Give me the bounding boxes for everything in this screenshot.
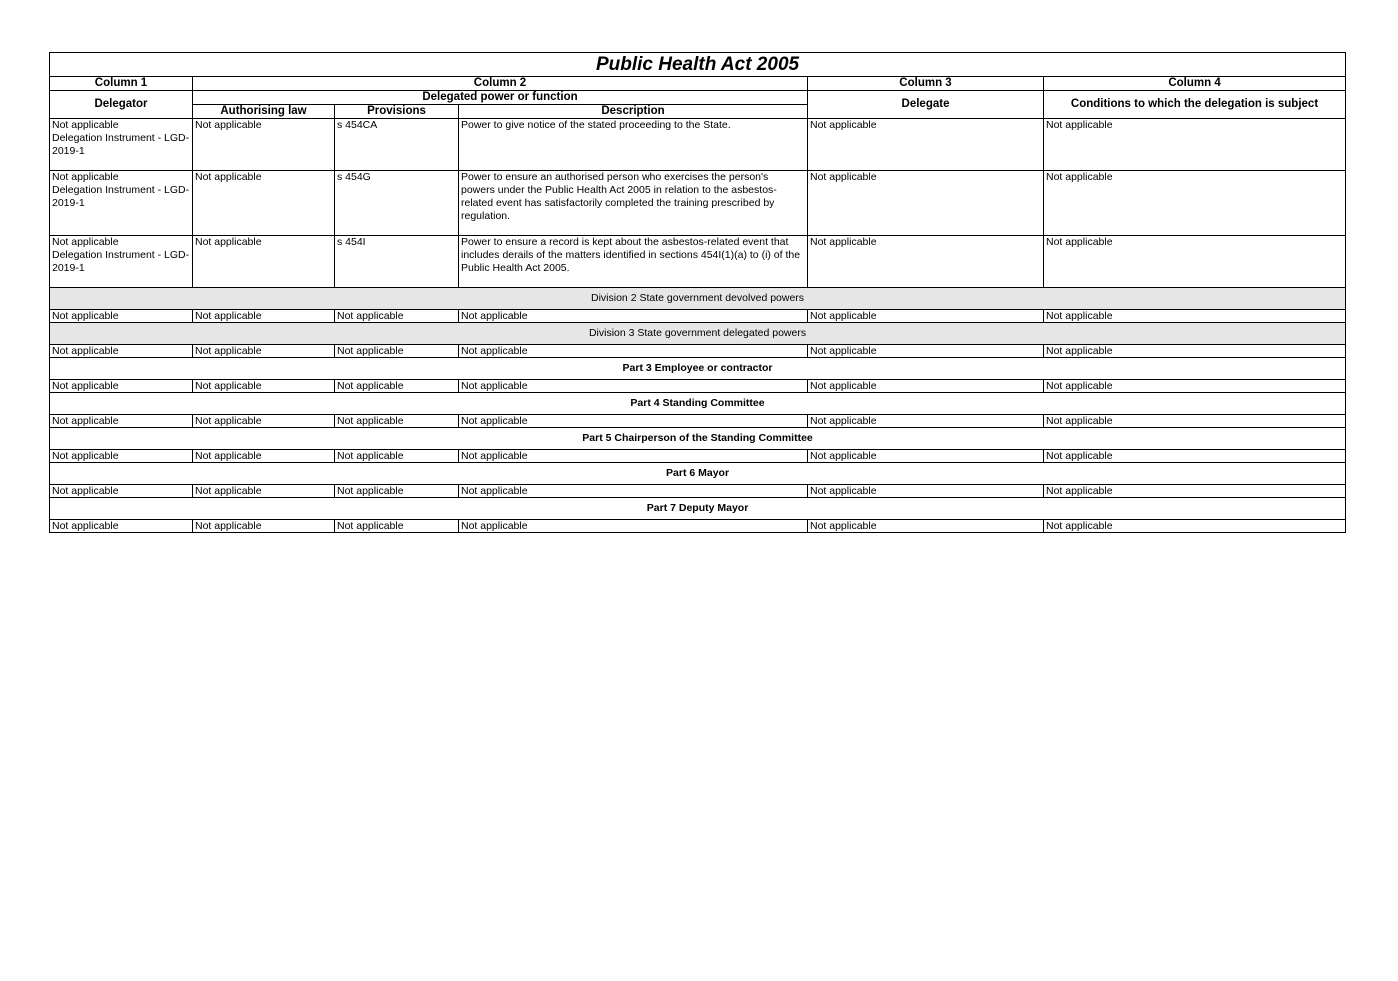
description-cell: Not applicable (459, 450, 808, 463)
conditions-cell: Not applicable (1044, 415, 1346, 428)
authorising-law-cell: Not applicable (193, 236, 335, 288)
column-1-header: Column 1 (50, 77, 193, 91)
provisions-cell: Not applicable (335, 450, 459, 463)
delegate-cell: Not applicable (808, 119, 1044, 171)
provisions-cell: s 454G (335, 171, 459, 236)
delegate-cell: Not applicable (808, 520, 1044, 533)
conditions-cell: Not applicable (1044, 171, 1346, 236)
delegate-cell: Not applicable (808, 236, 1044, 288)
description-cell: Power to ensure an authorised person who exercises the person's powers under the Public Health Act 2005 in relation to the asbestos-related event has satisfactorily completed the training prescribed by regulation. (459, 171, 808, 236)
delegate-cell: Not applicable (808, 485, 1044, 498)
table-row (50, 345, 1346, 358)
section-heading-row (50, 498, 1346, 520)
description-cell: Not applicable (459, 485, 808, 498)
delegate-cell: Not applicable (808, 310, 1044, 323)
conditions-cell: Not applicable (1044, 520, 1346, 533)
section-heading: Part 5 Chairperson of the Standing Committee (50, 428, 1346, 450)
column-2-header: Column 2 (193, 77, 808, 91)
conditions-cell: Not applicable (1044, 450, 1346, 463)
section-heading: Part 4 Standing Committee (50, 393, 1346, 415)
delegator-cell: Not applicable (50, 345, 193, 358)
table-row (50, 415, 1346, 428)
section-heading: Part 6 Mayor (50, 463, 1346, 485)
table-row (50, 171, 1346, 236)
column-4-header: Column 4 (1044, 77, 1346, 91)
section-heading-row (50, 323, 1346, 345)
table-row (50, 520, 1346, 533)
table-row (50, 485, 1346, 498)
authorising-law-cell: Not applicable (193, 310, 335, 323)
conditions-cell: Not applicable (1044, 345, 1346, 358)
section-heading-row (50, 358, 1346, 380)
section-heading-row (50, 428, 1346, 450)
delegator-cell: Not applicable Delegation Instrument - LGD-2019-1 (50, 236, 193, 288)
section-heading: Part 7 Deputy Mayor (50, 498, 1346, 520)
provisions-cell: Not applicable (335, 310, 459, 323)
delegator-cell: Not applicable Delegation Instrument - LGD-2019-1 (50, 171, 193, 236)
delegator-cell: Not applicable Delegation Instrument - LGD-2019-1 (50, 119, 193, 171)
provisions-cell: Not applicable (335, 485, 459, 498)
delegator-cell: Not applicable (50, 310, 193, 323)
section-heading-row (50, 288, 1346, 310)
description-cell: Not applicable (459, 380, 808, 393)
authorising-law-header: Authorising law (193, 105, 335, 119)
description-cell: Power to give notice of the stated proceeding to the State. (459, 119, 808, 171)
delegate-cell: Not applicable (808, 415, 1044, 428)
delegate-cell: Not applicable (808, 345, 1044, 358)
delegation-sheet (49, 52, 1345, 533)
delegator-cell: Not applicable (50, 520, 193, 533)
description-cell: Not applicable (459, 520, 808, 533)
description-cell: Not applicable (459, 415, 808, 428)
authorising-law-cell: Not applicable (193, 171, 335, 236)
table-row (50, 119, 1346, 171)
delegation-table (49, 52, 1346, 533)
section-heading: Part 3 Employee or contractor (50, 358, 1346, 380)
authorising-law-cell: Not applicable (193, 450, 335, 463)
delegate-cell: Not applicable (808, 171, 1044, 236)
delegate-cell: Not applicable (808, 380, 1044, 393)
delegator-header: Delegator (50, 91, 193, 119)
description-cell: Not applicable (459, 345, 808, 358)
conditions-cell: Not applicable (1044, 236, 1346, 288)
section-heading-row (50, 463, 1346, 485)
table-row (50, 236, 1346, 288)
delegate-cell: Not applicable (808, 450, 1044, 463)
delegator-cell: Not applicable (50, 415, 193, 428)
authorising-law-cell: Not applicable (193, 345, 335, 358)
conditions-cell: Not applicable (1044, 485, 1346, 498)
table-row (50, 450, 1346, 463)
authorising-law-cell: Not applicable (193, 485, 335, 498)
authorising-law-cell: Not applicable (193, 119, 335, 171)
provisions-cell: Not applicable (335, 415, 459, 428)
provisions-cell: s 454CA (335, 119, 459, 171)
authorising-law-cell: Not applicable (193, 380, 335, 393)
conditions-cell: Not applicable (1044, 119, 1346, 171)
page-title: Public Health Act 2005 (50, 53, 1346, 77)
description-cell: Power to ensure a record is kept about the asbestos-related event that includes derails of the matters identified in sections 454I(1)(a) to (i) of the Public Health Act 2005. (459, 236, 808, 288)
authorising-law-cell: Not applicable (193, 415, 335, 428)
delegated-power-header: Delegated power or function (193, 91, 808, 105)
delegator-cell: Not applicable (50, 450, 193, 463)
table-row (50, 380, 1346, 393)
delegate-header: Delegate (808, 91, 1044, 119)
provisions-cell: s 454I (335, 236, 459, 288)
provisions-cell: Not applicable (335, 380, 459, 393)
delegator-cell: Not applicable (50, 485, 193, 498)
section-heading: Division 2 State government devolved powers (50, 288, 1346, 310)
conditions-cell: Not applicable (1044, 310, 1346, 323)
section-heading: Division 3 State government delegated powers (50, 323, 1346, 345)
provisions-header: Provisions (335, 105, 459, 119)
table-row (50, 310, 1346, 323)
provisions-cell: Not applicable (335, 520, 459, 533)
authorising-law-cell: Not applicable (193, 520, 335, 533)
description-header: Description (459, 105, 808, 119)
conditions-header: Conditions to which the delegation is subject (1044, 91, 1346, 119)
column-3-header: Column 3 (808, 77, 1044, 91)
conditions-cell: Not applicable (1044, 380, 1346, 393)
section-heading-row (50, 393, 1346, 415)
description-cell: Not applicable (459, 310, 808, 323)
provisions-cell: Not applicable (335, 345, 459, 358)
delegator-cell: Not applicable (50, 380, 193, 393)
